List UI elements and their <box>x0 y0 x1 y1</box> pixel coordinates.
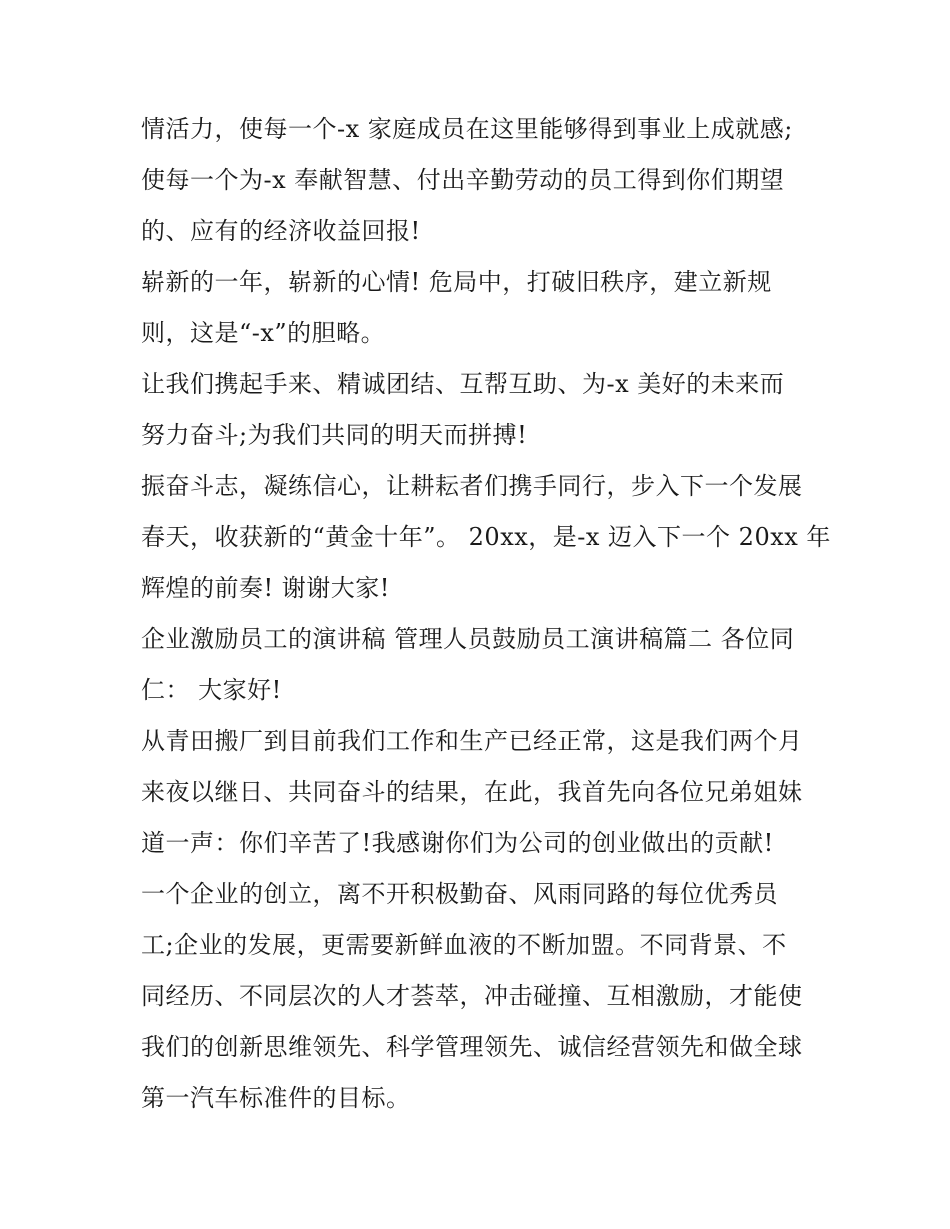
section-heading-line: 企业激励员工的演讲稿 管理人员鼓励员工演讲稿篇二 各位同 <box>141 625 795 653</box>
text-line: 则，这是“-x”的胆略。 <box>141 319 386 347</box>
text-line: 辉煌的前奏! 谢谢大家! <box>141 574 390 602</box>
text-line: 让我们携起手来、精诚团结、互帮互助、为-x 美好的未来而 <box>141 370 785 398</box>
greeting-line: 仁： 大家好! <box>141 676 282 704</box>
text-line: 我们的创新思维领先、科学管理领先、诚信经营领先和做全球 <box>141 1033 803 1061</box>
text-line: 努力奋斗;为我们共同的明天而拼搏! <box>141 421 528 449</box>
text-line: 第一汽车标准件的目标。 <box>141 1084 411 1112</box>
text-line: 使每一个为-x 奉献智慧、付出辛勤劳动的员工得到你们期望 <box>141 166 785 194</box>
text-line: 同经历、不同层次的人才荟萃，冲击碰撞、互相激励，才能使 <box>141 982 803 1010</box>
text-line: 一个企业的创立，离不开积极勤奋、风雨同路的每位优秀员 <box>141 880 778 908</box>
text-line: 春天，收获新的“黄金十年”。 20xx，是-x 迈入下一个 20xx 年 <box>141 523 831 551</box>
document-body <box>141 104 831 1124</box>
text-line: 来夜以继日、共同奋斗的结果，在此，我首先向各位兄弟姐妹 <box>141 778 803 806</box>
text-line: 崭新的一年，崭新的心情! 危局中，打破旧秩序，建立新规 <box>141 268 772 296</box>
text-line: 的、应有的经济收益回报! <box>141 217 421 245</box>
text-line: 振奋斗志，凝练信心，让耕耘者们携手同行，步入下一个发展 <box>141 472 803 500</box>
text-line: 工;企业的发展，更需要新鲜血液的不断加盟。不同背景、不 <box>141 931 787 959</box>
text-line: 情活力，使每一个-x 家庭成员在这里能够得到事业上成就感; <box>141 115 793 143</box>
text-line: 从青田搬厂到目前我们工作和生产已经正常，这是我们两个月 <box>141 727 803 755</box>
text-line: 道一声：你们辛苦了!我感谢你们为公司的创业做出的贡献! <box>141 829 774 857</box>
